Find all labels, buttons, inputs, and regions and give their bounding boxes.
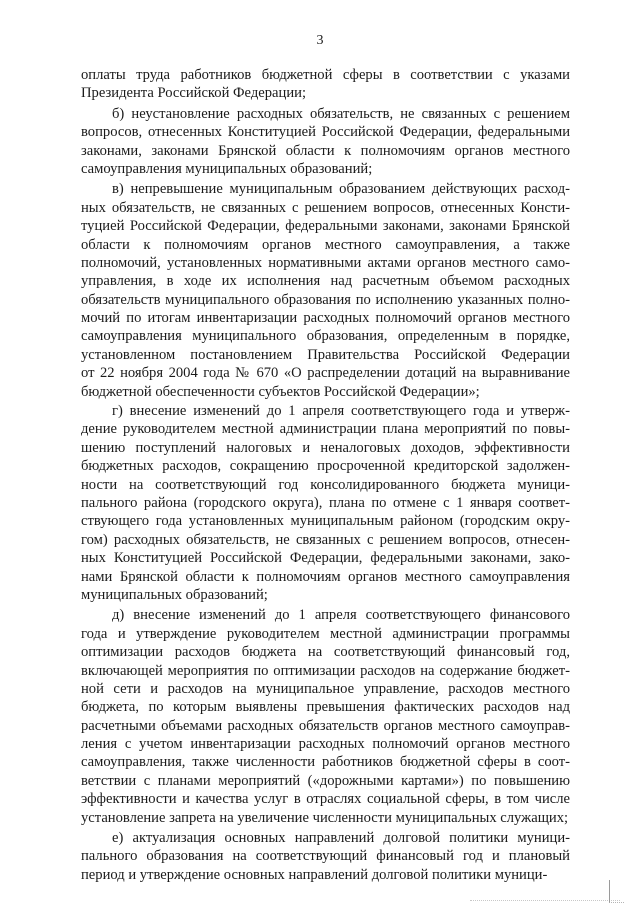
text-line: ных Конституцией Российской Федерации, федеральными законами, зако- — [81, 550, 570, 567]
text-line: области к полномочиям органов местного самоуправления, а также — [81, 236, 570, 253]
text-line: оплаты труда работников бюджетной сферы в соответствии с указами — [81, 67, 570, 83]
text-line: установление запрета на увеличение численности муниципальных служащих; — [81, 809, 569, 826]
text-line: обязательств муниципального образования по исполнению указанных полно- — [81, 291, 570, 308]
text-line: управления, в ходе их исполнения над расчетным объемом расходных — [81, 273, 570, 290]
text-line: самоуправления, также численности работников бюджетной сферы в соот- — [81, 754, 570, 771]
text-line: года и утверждение руководителем местной администрации программы — [81, 625, 570, 642]
text-line: установленном постановлением Правительства Российской Федерации — [81, 346, 570, 363]
text-line: эффективности и качества услуг в отраслях социальной сферы, в том числе — [81, 791, 570, 808]
text-line: нами Брянской области к полномочиям органов местного самоуправления — [81, 568, 570, 585]
text-line: ветствии с планами мероприятий («дорожными картами») по повышению — [81, 772, 570, 789]
paragraph-item-v — [81, 180, 570, 401]
text-line: период и утверждение основных направлений долговой политики муници- — [81, 866, 548, 883]
paragraph-item-d — [81, 606, 570, 827]
scan-artifact-corner — [609, 880, 624, 903]
text-line: самоуправления муниципального образования, определенным в порядке, — [81, 328, 570, 345]
text-line: д) внесение изменений до 1 апреля соответствующего финансового — [112, 607, 570, 624]
paragraph-item-g — [81, 402, 570, 604]
scan-artifact-dots — [470, 899, 620, 901]
text-line: Президента Российской Федерации; — [81, 85, 307, 102]
text-line: бюджета, по которым выявлены превышения фактических расходов над — [81, 699, 570, 716]
text-line: гом) расходных обязательств, не связанных с решением вопросов, отнесен- — [81, 531, 570, 548]
paragraph-item-e — [81, 829, 570, 884]
document-body — [81, 66, 570, 884]
text-line: е) актуализация основных направлений долговой политики муници- — [112, 830, 570, 847]
paragraph-item-b — [81, 105, 570, 179]
text-line: расчетными объемами расходных обязательств органов местного самоуправ- — [81, 717, 570, 734]
text-line: б) неустановление расходных обязательств, не связанных с решением — [112, 105, 570, 122]
text-line: бюджетной обеспеченности субъектов Российской Федерации»; — [81, 383, 480, 400]
text-line: дение руководителем местной администрации плана мероприятий по повы- — [81, 421, 570, 438]
paragraph-continuation — [81, 66, 570, 103]
text-line: ности на соответствующий год консолидированного бюджета муници- — [81, 476, 570, 493]
text-line: от 22 ноября 2004 года № 670 «О распределении дотаций на выравнивание — [81, 365, 570, 382]
text-line: законами, законами Брянской области к полномочиям органов местного — [81, 142, 570, 159]
text-line: ной сети и расходов на муниципальное управление, расходов местного — [81, 680, 570, 697]
page-number: 3 — [316, 33, 324, 48]
text-line: мочий по итогам инвентаризации расходных полномочий органов местного — [81, 310, 570, 327]
text-line: самоуправления муниципальных образований; — [81, 160, 373, 177]
text-line: полномочий, установленных нормативными актами органов местного само- — [81, 254, 570, 271]
text-line: шению поступлений налоговых и неналоговых доходов, эффективности — [81, 439, 570, 456]
text-line: муниципальных образований; — [81, 586, 268, 603]
text-line: туцией Российской Федерации, федеральными законами, законами Брянской — [81, 218, 570, 235]
text-line: г) внесение изменений до 1 апреля соответствующего года и утверж- — [112, 403, 570, 420]
text-line: ления с учетом инвентаризации расходных полномочий органов местного — [81, 736, 570, 753]
text-line: пального района (городского округа), плана по отмене с 1 января соответ- — [81, 494, 570, 511]
text-line: ствующего года установленных муниципальным районом (городским окру- — [81, 513, 570, 530]
text-line: вопросов, отнесенных Конституцией Российской Федерации, федеральными — [81, 124, 570, 141]
text-line: включающей мероприятия по оптимизации расходов на содержание бюджет- — [81, 662, 570, 679]
text-line: пального образования на соответствующий финансовый год и плановый — [81, 848, 570, 865]
text-line: бюджетных расходов, сокращению просроченной кредиторской задолжен- — [81, 458, 570, 475]
text-line: ных обязательств, не связанных с решением вопросов, отнесенных Консти- — [81, 199, 570, 216]
text-line: оптимизации расходов бюджета на соответствующий финансовый год, — [81, 644, 570, 661]
text-line: в) непревышение муниципальным образованием действующих расход- — [112, 181, 570, 198]
